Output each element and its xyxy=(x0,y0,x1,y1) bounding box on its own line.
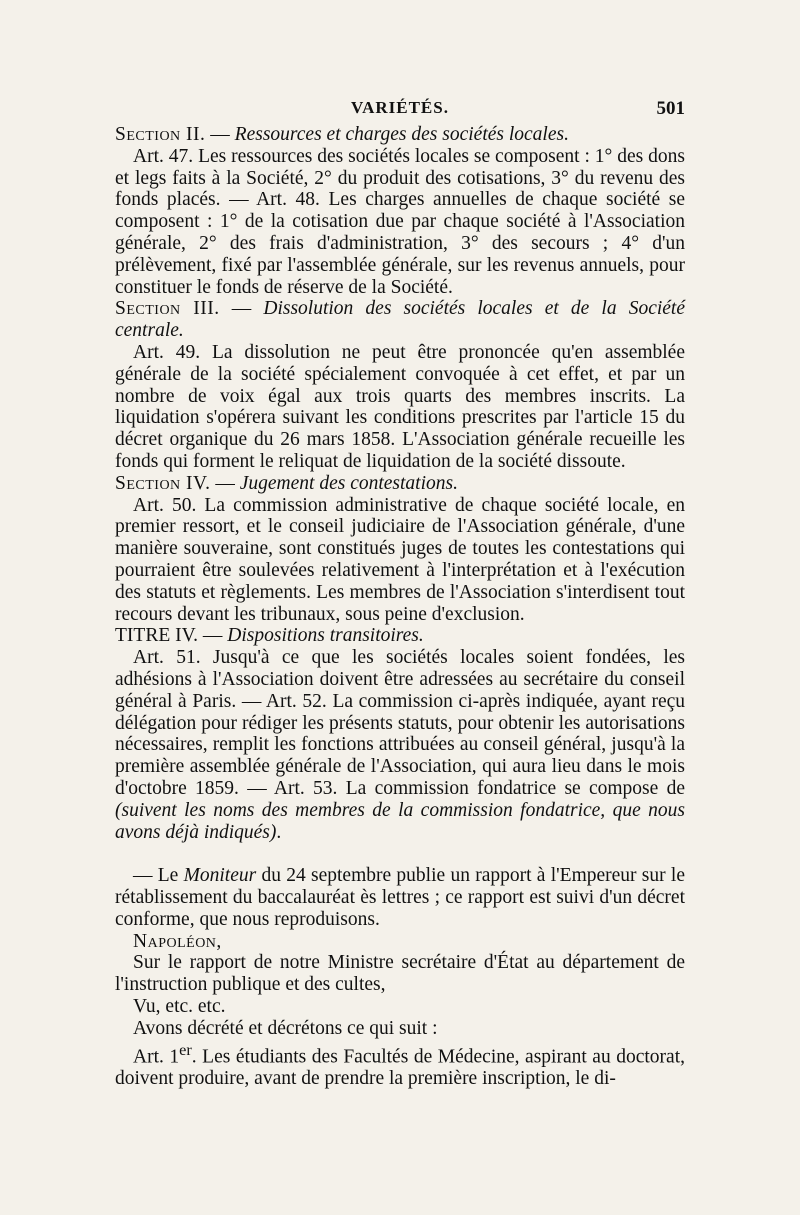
section-title: Jugement des contestations. xyxy=(239,472,458,494)
titre-label: TITRE IV. xyxy=(115,625,199,647)
moniteur-text: du 24 septembre publie un rapport à l'Empereur sur le rétablissement du baccalauréat ès lettres ; ce rapport est suivi d'un décret conforme, que nous reproduisons. xyxy=(115,865,685,930)
paragraph-art-49: Art. 49. La dissolution ne peut être prononcée qu'en assemblée générale de la société spécialement convoquée à cet effet, et par un nombre de voix égal aux trois quarts des membres inscrits. La liquidation s'opérera suivant les conditions prescrites par l'article 15 du décret organique du 26 mars 1858. L'Association générale recueille les fonds qui forment le reliquat de liquidation de la société dissoute. xyxy=(115,341,685,472)
page-header xyxy=(115,98,685,124)
section-heading-4 xyxy=(115,473,685,495)
art-1-lead: Art. 1 xyxy=(133,1046,180,1068)
section-label: Section III. xyxy=(115,298,220,320)
paragraph-art-1 xyxy=(115,1040,685,1090)
titre-heading-4 xyxy=(115,625,685,647)
section-title: Dissolution des sociétés locales et de la Société centrale. xyxy=(115,298,685,342)
moniteur-journal: Moniteur xyxy=(183,865,257,887)
page-number: 501 xyxy=(656,98,685,119)
paragraph-napoleon xyxy=(115,931,685,953)
section-dash: — xyxy=(219,298,264,320)
paragraph-vu: Vu, etc. etc. xyxy=(133,996,226,1018)
section-label: Section IV. xyxy=(115,472,211,494)
moniteur-lead: — Le xyxy=(133,865,184,887)
paragraph-art-50: Art. 50. La commission administrative de chaque société locale, en premier ressort, et le conseil judiciaire de l'Association générale, d'une manière souveraine, sont constitués juges de toutes les contestations qui pourraient être soulevées relativement à l'interprétation et à l'exécution des statuts et règlements. Les membres de l'Association s'interdisent tout recours devant les tribunaux, sous peine d'exclusion. xyxy=(115,494,685,625)
section-dash: — xyxy=(210,472,240,494)
page-body xyxy=(115,124,685,1090)
art-51-italic: (suivent les noms des membres de la commission fondatrice, que nous avons déjà indiqués) xyxy=(115,799,685,843)
art-51-text: Art. 51. Jusqu'à ce que les sociétés locales soient fondées, les adhésions à l'Association doivent être adressées au secrétaire du conseil général à Paris. — Art. 52. La commission ci-après indiquée, ayant reçu délégation pour rédiger les présents statuts, pour obtenir les autorisations nécessaires, remplit les fonctions attribuées au conseil général, jusqu'à la première assemblée générale de l'Association, qui aura lieu dans le mois d'octobre 1859. — Art. 53. La commission fondatrice se compose de xyxy=(115,647,685,799)
napoleon-name: Napoléon, xyxy=(133,930,222,952)
section-dash: — xyxy=(205,124,235,145)
art-51-end: . xyxy=(276,821,282,843)
section-title: Ressources et charges des sociétés locales. xyxy=(234,124,569,145)
paragraph-art-47: Art. 47. Les ressources des sociétés locales se composent : 1° des dons et legs faits à la Société, 2° du produit des cotisations, 3° du revenu des fonds placés. — Art. 48. Les charges annuelles de chaque société se composent : 1° de la cotisation due par chaque société à l'Association générale, 2° des frais d'administration, 3° des secours ; 4° d'un prélèvement, fixé par l'assemblée générale, sur les revenus annuels, pour constituer le fonds de réserve de la Société. xyxy=(115,145,685,298)
section-heading-3 xyxy=(115,298,685,342)
paragraph-moniteur xyxy=(115,865,685,930)
titre-title: Dispositions transitoires. xyxy=(227,625,424,647)
art-1-text: . Les étudiants des Facultés de Médecine, aspirant au doctorat, doivent produire, avant de prendre la première inscription, le di- xyxy=(115,1046,685,1089)
titre-dash: — xyxy=(198,625,228,647)
art-1-sup: er xyxy=(179,1040,192,1059)
paragraph-avons: Avons décrété et décrétons ce qui suit : xyxy=(133,1017,438,1039)
section-heading-2 xyxy=(115,124,685,146)
paragraph-gap xyxy=(115,843,685,865)
running-title: VARIÉTÉS. xyxy=(351,98,449,117)
section-label: Section II. xyxy=(115,124,206,145)
paragraph-art-51 xyxy=(115,647,685,843)
paragraph-rapport: Sur le rapport de notre Ministre secrétaire d'État au département de l'instruction publique et des cultes, xyxy=(115,952,685,996)
